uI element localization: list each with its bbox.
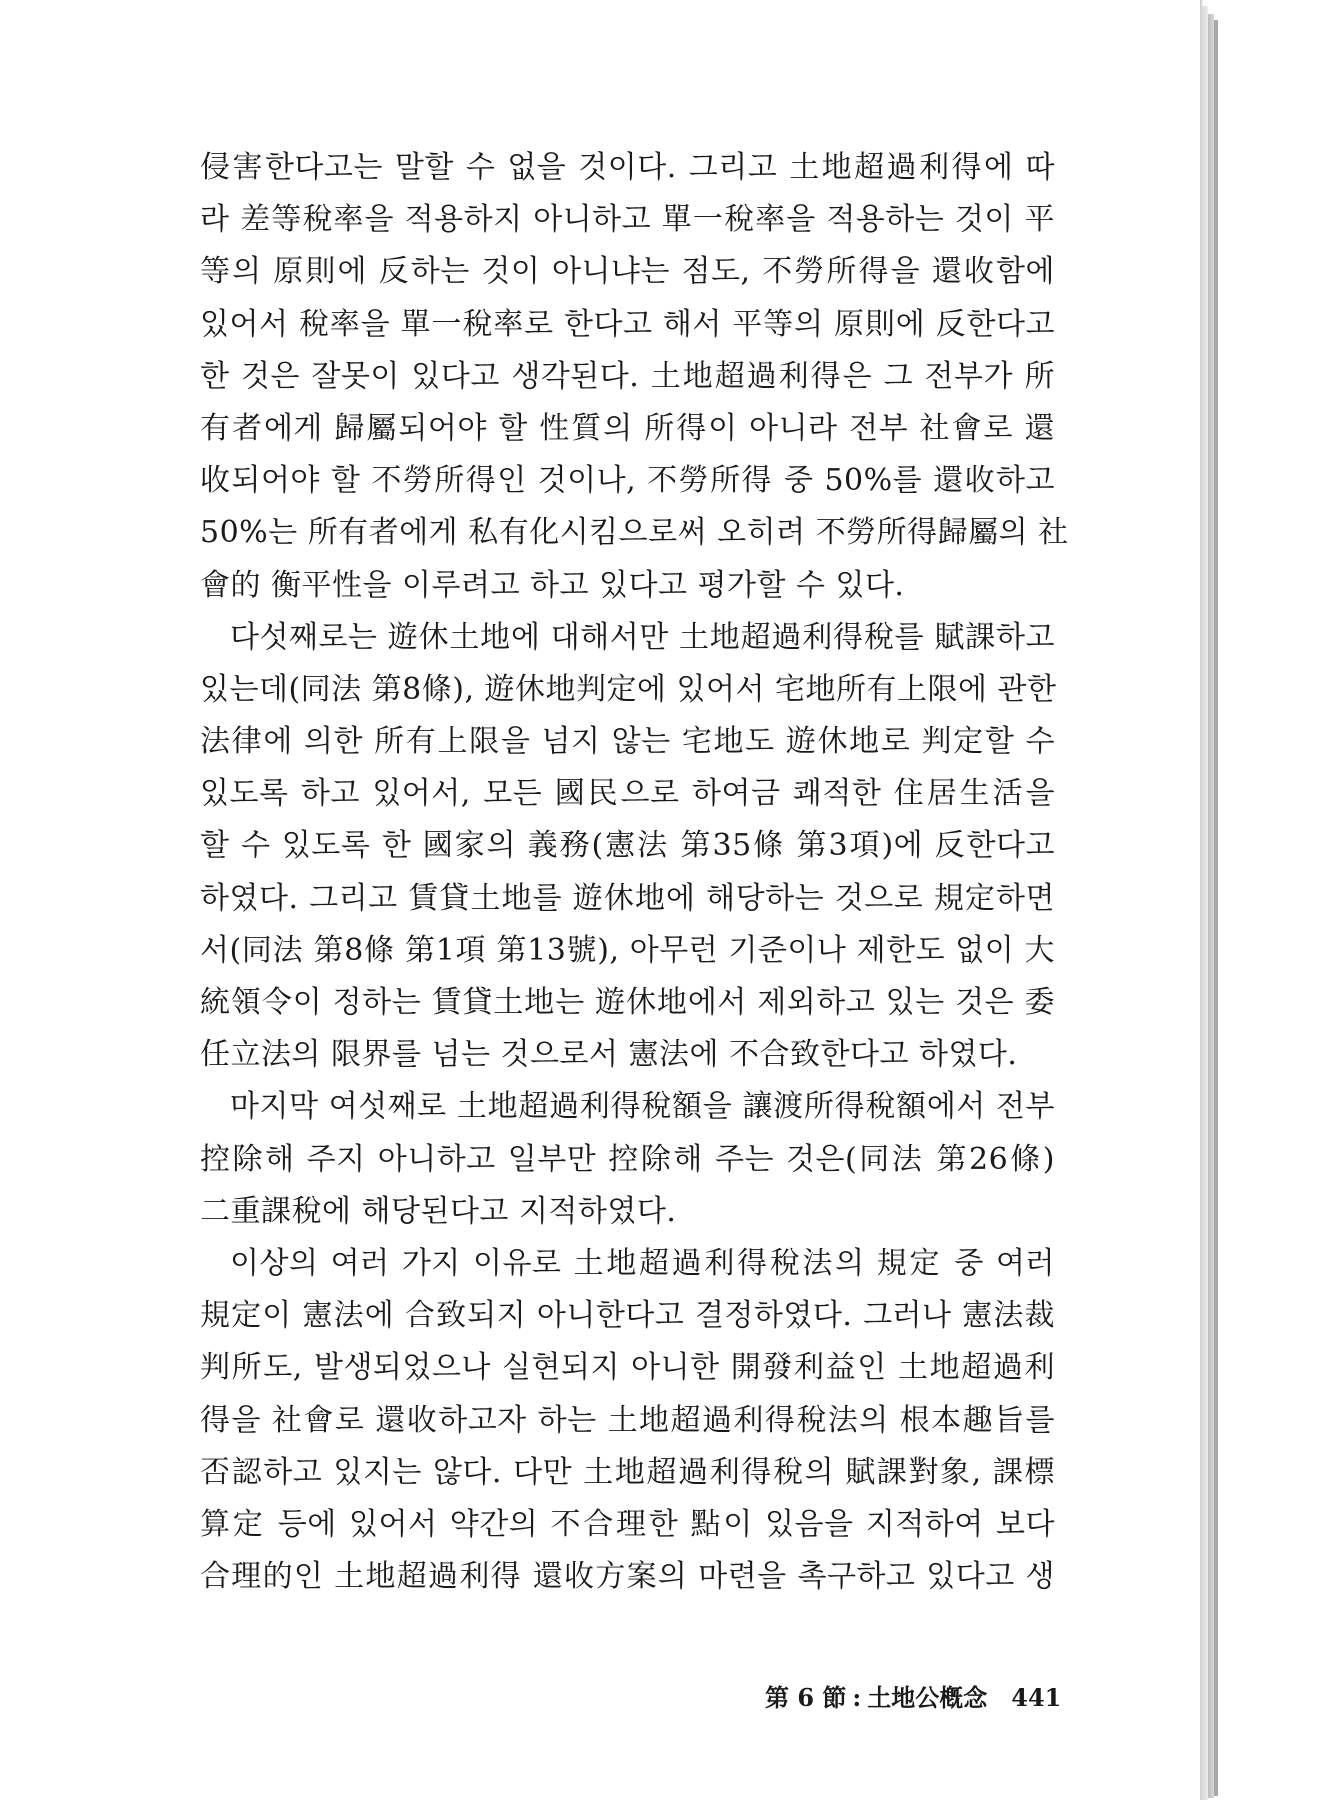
- text-line: 서(同法 第8條 第1項 第13號), 아무런 기준이나 제한도 없이 大: [200, 932, 1055, 968]
- page-edge: [1214, 20, 1218, 1796]
- text-line: 規定이 憲法에 合致되지 아니한다고 결정하였다. 그러나 憲法裁: [200, 1298, 1055, 1334]
- footer-section: 第 6 節: [765, 1683, 847, 1712]
- text-line: 法律에 의한 所有上限을 넘지 않는 宅地도 遊休地로 判定할 수: [200, 724, 1055, 760]
- text-line: 侵害한다고는 말할 수 없을 것이다. 그리고 土地超過利得에 따: [200, 150, 1055, 185]
- text-line: 있는데(同法 第8條), 遊休地判定에 있어서 宅地所有上限에 관한: [200, 671, 1057, 707]
- text-line: 이상의 여러 가지 이유로 土地超過利得稅法의 規定 중 여러: [230, 1245, 1055, 1281]
- page-edge: [1200, 6, 1208, 1800]
- text-line: 다섯째로는 遊休土地에 대해서만 土地超過利得稅를 賦課하고: [230, 619, 1055, 655]
- text-line: 算定 등에 있어서 약간의 不合理한 點이 있음을 지적하여 보다: [200, 1506, 1055, 1542]
- text-line: 할 수 있도록 한 國家의 義務(憲法 第35條 第3項)에 反한다고: [200, 828, 1055, 864]
- text-line: 二重課稅에 해당된다고 지적하였다.: [200, 1193, 677, 1229]
- text-line: 하였다. 그리고 賃貸土地를 遊休地에 해당하는 것으로 規定하면: [200, 880, 1055, 916]
- text-line: 合理的인 土地超過利得 還收方案의 마련을 촉구하고 있다고 생: [200, 1559, 1055, 1595]
- text-line: 任立法의 限界를 넘는 것으로서 憲法에 不合致한다고 하였다.: [200, 1037, 1018, 1073]
- footer-title: 土地公槪念: [867, 1683, 988, 1712]
- text-line: 會的 衡平性을 이루려고 하고 있다고 평가할 수 있다.: [200, 567, 905, 603]
- running-footer: [765, 1678, 1061, 1713]
- text-line: 마지막 여섯째로 土地超過利得稅額을 讓渡所得稅額에서 전부: [230, 1089, 1055, 1125]
- page-number: 441: [1011, 1683, 1062, 1712]
- text-line: 控除해 주지 아니하고 일부만 控除해 주는 것은(同法 第26條): [200, 1141, 1055, 1177]
- text-line: 有者에게 歸屬되어야 할 性質의 所得이 아니라 전부 社會로 還: [200, 410, 1055, 446]
- text-line: 한 것은 잘못이 있다고 생각된다. 土地超過利得은 그 전부가 所: [200, 358, 1055, 394]
- text-line: 라 差等稅率을 적용하지 아니하고 單一稅率을 적용하는 것이 平: [200, 202, 1055, 238]
- text-line: 判所도, 발생되었으나 실현되지 아니한 開發利益인 土地超過利: [200, 1350, 1055, 1386]
- text-line: 得을 社會로 還收하고자 하는 土地超過利得稅法의 根本趣旨를: [200, 1402, 1055, 1438]
- footer-separator: :: [852, 1683, 862, 1712]
- paragraph: [200, 1081, 1055, 1238]
- text-line: 收되어야 할 不勞所得인 것이나, 不勞所得 중 50%를 還收하고: [200, 463, 1055, 499]
- text-line: 等의 原則에 反하는 것이 아니냐는 점도, 不勞所得을 還收함에: [200, 254, 1055, 290]
- body-text: [200, 142, 1069, 1603]
- text-line: 있도록 하고 있어서, 모든 國民으로 하여금 쾌적한 住居生活을: [200, 776, 1055, 812]
- paragraph: [200, 1238, 1055, 1603]
- text-line: 統領令이 정하는 賃貸土地는 遊休地에서 제외하고 있는 것은 委: [200, 985, 1055, 1020]
- text-line: 있어서 稅率을 單一稅率로 한다고 해서 平等의 原則에 反한다고: [200, 306, 1055, 342]
- text-line: 否認하고 있지는 않다. 다만 土地超過利得稅의 賦課對象, 課標: [200, 1454, 1055, 1490]
- text-line: 50%는 所有者에게 私有化시킴으로써 오히려 不勞所得歸屬의 社: [200, 515, 1069, 551]
- paragraph: [200, 142, 1069, 612]
- paragraph: [200, 612, 1055, 1082]
